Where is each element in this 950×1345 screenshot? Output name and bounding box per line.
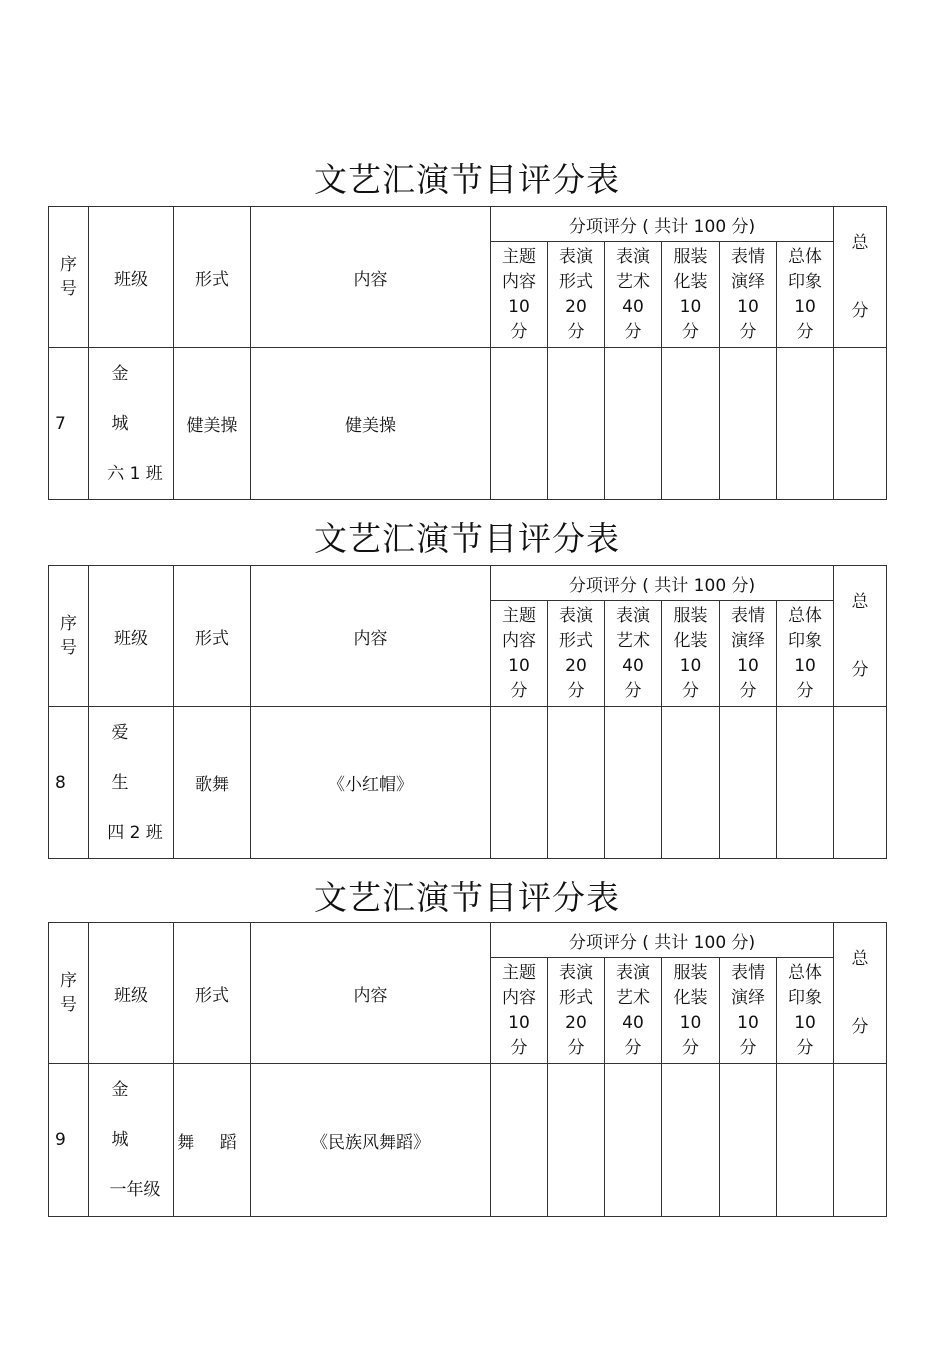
content-header: 内容 bbox=[251, 207, 491, 348]
row-form: 健美操 bbox=[174, 348, 251, 500]
row-class: 金 城 六 1 班 bbox=[89, 348, 174, 500]
score-table bbox=[48, 206, 887, 500]
class-header: 班级 bbox=[89, 923, 174, 1064]
content-header: 内容 bbox=[251, 923, 491, 1064]
subscore-cell-6[interactable] bbox=[777, 707, 834, 859]
row-seq: 9 bbox=[49, 1064, 89, 1217]
subscore-cell-5[interactable] bbox=[720, 1064, 777, 1217]
class-header: 班级 bbox=[89, 207, 174, 348]
subscore-cell-1[interactable] bbox=[491, 707, 548, 859]
subscore-cell-3[interactable] bbox=[605, 1064, 662, 1217]
seq-header: 序 号 bbox=[49, 207, 89, 348]
row-content: 《民族风舞蹈》 bbox=[251, 1064, 491, 1217]
subscore-header-1: 主题 内容 10 分 bbox=[491, 242, 548, 348]
seq-header: 序 号 bbox=[49, 923, 89, 1064]
subscore-cell-5[interactable] bbox=[720, 707, 777, 859]
subscore-cell-2[interactable] bbox=[548, 348, 605, 500]
subscore-header-2: 表演 形式 20 分 bbox=[548, 958, 605, 1064]
sheet-title: 文艺汇演节目评分表 bbox=[314, 878, 620, 917]
subscore-header-4: 服装 化装 10 分 bbox=[662, 242, 720, 348]
class-header: 班级 bbox=[89, 566, 174, 707]
subscore-cell-3[interactable] bbox=[605, 707, 662, 859]
subscore-title: 分项评分 ( 共计 100 分) bbox=[491, 923, 834, 958]
content-header: 内容 bbox=[251, 566, 491, 707]
subscore-cell-3[interactable] bbox=[605, 348, 662, 500]
form-header: 形式 bbox=[174, 207, 251, 348]
subscore-header-3: 表演 艺术 40 分 bbox=[605, 242, 662, 348]
subscore-cell-1[interactable] bbox=[491, 1064, 548, 1217]
row-class: 金 城 一年级 bbox=[89, 1064, 174, 1217]
total-header: 总 分 bbox=[834, 207, 887, 348]
sheet-title: 文艺汇演节目评分表 bbox=[314, 519, 620, 558]
subscore-header-5: 表情 演绎 10 分 bbox=[720, 242, 777, 348]
subscore-header-3: 表演 艺术 40 分 bbox=[605, 601, 662, 707]
subscore-cell-6[interactable] bbox=[777, 1064, 834, 1217]
form-header: 形式 bbox=[174, 923, 251, 1064]
subscore-cell-4[interactable] bbox=[662, 707, 720, 859]
subscore-header-1: 主题 内容 10 分 bbox=[491, 958, 548, 1064]
seq-header: 序 号 bbox=[49, 566, 89, 707]
subscore-header-2: 表演 形式 20 分 bbox=[548, 242, 605, 348]
subscore-header-4: 服装 化装 10 分 bbox=[662, 601, 720, 707]
total-header: 总 分 bbox=[834, 566, 887, 707]
row-content: 《小红帽》 bbox=[251, 707, 491, 859]
subscore-cell-5[interactable] bbox=[720, 348, 777, 500]
row-content: 健美操 bbox=[251, 348, 491, 500]
subscore-title: 分项评分 ( 共计 100 分) bbox=[491, 566, 834, 601]
subscore-cell-2[interactable] bbox=[548, 707, 605, 859]
row-class: 爱 生 四 2 班 bbox=[89, 707, 174, 859]
subscore-header-5: 表情 演绎 10 分 bbox=[720, 601, 777, 707]
total-score-cell[interactable] bbox=[834, 707, 887, 859]
subscore-cell-6[interactable] bbox=[777, 348, 834, 500]
row-form: 舞 蹈 bbox=[174, 1064, 251, 1217]
form-header: 形式 bbox=[174, 566, 251, 707]
subscore-header-3: 表演 艺术 40 分 bbox=[605, 958, 662, 1064]
total-header: 总 分 bbox=[834, 923, 887, 1064]
subscore-header-1: 主题 内容 10 分 bbox=[491, 601, 548, 707]
subscore-header-6: 总体 印象 10 分 bbox=[777, 242, 834, 348]
subscore-cell-4[interactable] bbox=[662, 1064, 720, 1217]
subscore-cell-4[interactable] bbox=[662, 348, 720, 500]
subscore-cell-1[interactable] bbox=[491, 348, 548, 500]
subscore-header-5: 表情 演绎 10 分 bbox=[720, 958, 777, 1064]
score-table bbox=[48, 565, 887, 859]
row-seq: 7 bbox=[49, 348, 89, 500]
subscore-title: 分项评分 ( 共计 100 分) bbox=[491, 207, 834, 242]
subscore-header-2: 表演 形式 20 分 bbox=[548, 601, 605, 707]
subscore-header-4: 服装 化装 10 分 bbox=[662, 958, 720, 1064]
row-form: 歌舞 bbox=[174, 707, 251, 859]
sheet-title: 文艺汇演节目评分表 bbox=[314, 160, 620, 199]
subscore-header-6: 总体 印象 10 分 bbox=[777, 958, 834, 1064]
total-score-cell[interactable] bbox=[834, 348, 887, 500]
score-table bbox=[48, 922, 887, 1217]
total-score-cell[interactable] bbox=[834, 1064, 887, 1217]
subscore-header-6: 总体 印象 10 分 bbox=[777, 601, 834, 707]
row-seq: 8 bbox=[49, 707, 89, 859]
subscore-cell-2[interactable] bbox=[548, 1064, 605, 1217]
